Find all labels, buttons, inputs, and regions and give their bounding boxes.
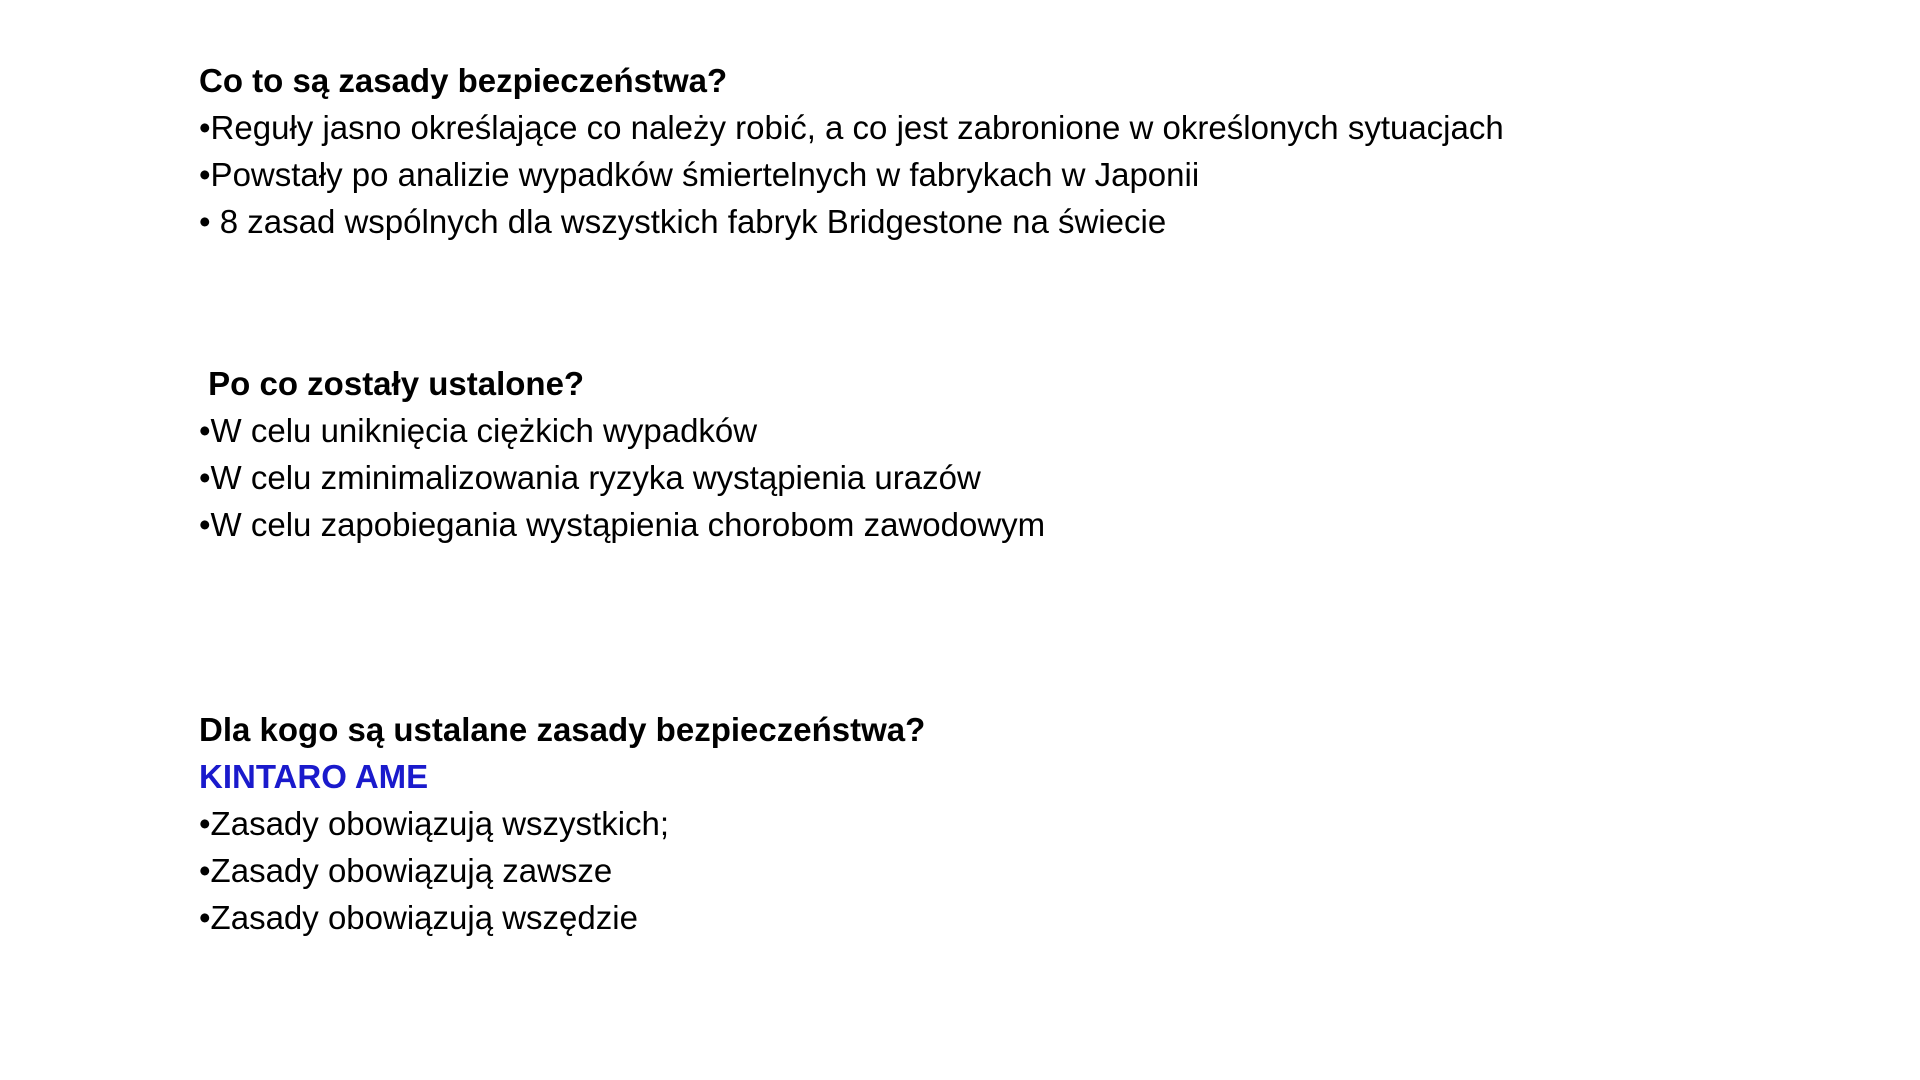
section-heading: Dla kogo są ustalane zasady bezpieczeństwa? [199, 711, 926, 748]
bullet-item: •W celu uniknięcia ciężkich wypadków [199, 412, 758, 449]
section-heading: Po co zostały ustalone? [199, 365, 585, 402]
section-heading: Co to są zasady bezpieczeństwa? [199, 62, 728, 99]
bullet-item: •W celu zminimalizowania ryzyka wystąpienia urazów [199, 459, 981, 496]
bullet-item: •Reguły jasno określające co należy robić, a co jest zabronione w określonych sytuacjach [199, 109, 1504, 146]
section-why-established [199, 360, 1799, 548]
bullet-item: •W celu zapobiegania wystąpienia chorobom zawodowym [199, 506, 1046, 543]
bullet-item: •Zasady obowiązują wszędzie [199, 899, 638, 936]
section-what-are-safety-rules [199, 57, 1799, 245]
accent-line-kintaro-ame: KINTARO AME [199, 758, 429, 795]
section-for-whom [199, 706, 1799, 941]
bullet-item: •Zasady obowiązują zawsze [199, 852, 613, 889]
bullet-item: •Powstały po analizie wypadków śmiertelnych w fabrykach w Japonii [199, 156, 1200, 193]
bullet-item: • 8 zasad wspólnych dla wszystkich fabryk Bridgestone na świecie [199, 203, 1167, 240]
bullet-item: •Zasady obowiązują wszystkich; [199, 805, 670, 842]
